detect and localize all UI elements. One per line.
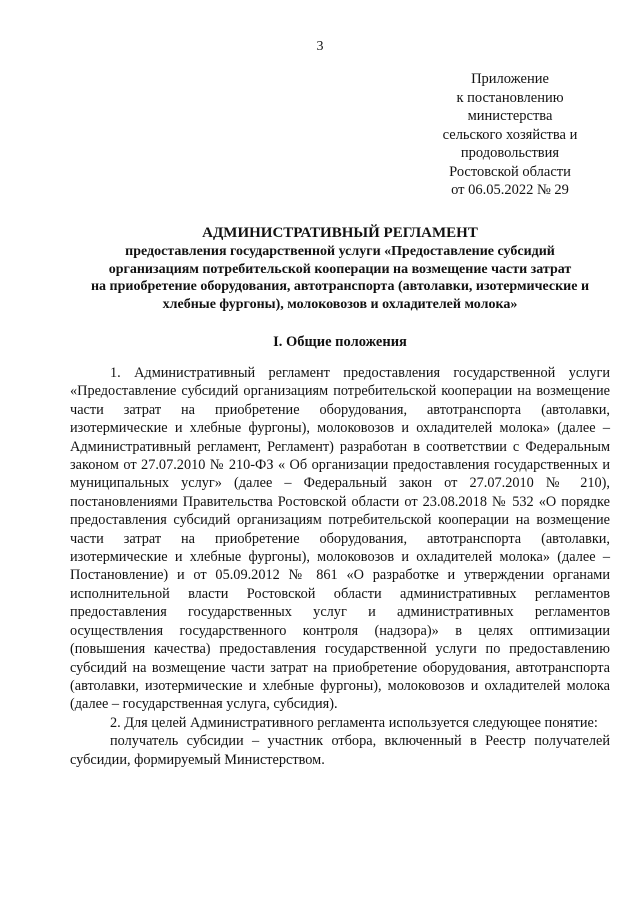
appendix-block — [420, 70, 600, 200]
paragraph: 2. Для целей Административного регламента используется следующее понятие: — [110, 714, 598, 731]
section-heading: I. Общие положения — [273, 334, 407, 350]
document-title: АДМИНИСТРАТИВНЫЙ РЕГЛАМЕНТ — [202, 225, 478, 241]
subtitle-line: организациям потребительской кооперации на возмещение части затрат — [108, 261, 572, 277]
document-subtitle — [60, 243, 620, 313]
appendix-line: Приложение — [471, 71, 549, 87]
subtitle-line: на приобретение оборудования, автотранспорта (автолавки, изотермические и — [90, 279, 590, 294]
subtitle-line: предоставления государственной услуги «Предоставление субсидий — [125, 244, 555, 259]
page-number: 3 — [316, 39, 324, 54]
appendix-line: продовольствия — [460, 145, 560, 161]
appendix-line: к постановлению — [456, 89, 564, 106]
paragraph: 1. Административный регламент предоставления государственной услуги «Предоставление субсидий организациям потребительской кооперации на возмещение части затрат на приобретение оборудования, автотранспорта (автолавки, изотермические и хлебные фургоны), молоковозов и охладителей молока» (далее – Административный регламент, Регламент) разработан в соответствии с Федеральным законом от 27.07.2010 № 210-ФЗ « Об организации предоставления государственных и муниципальных услуг» (далее – Федеральный закон от 27.07.2010 № 210), постановлениями Правительства Ростовской области от 23.08.2018 № 532 «О порядке предоставления субсидий организациям потребительской кооперации на возмещение части затрат на приобретение оборудования, автотранспорта (автолавки, изотермические и хлебные фургоны), молоковозов и охладителей молока» (далее – Постановление) и от 05.09.2012 № 861 «О разработке и утверждении органами исполнительной власти Ростовской области административных регламентов предоставления государственных услуг и административных регламентов осуществления государственного контроля (надзора)» в целях оптимизации (повышения качества) предоставления государственной услуги по предоставлению субсидий на возмещение части затрат на приобретение оборудования, автотранспорта (автолавки, изотермические и хлебные фургоны), молоковозов и охладителей молока (далее – государственная услуга, субсидия). — [70, 365, 610, 713]
appendix-line: министерства — [467, 108, 553, 124]
document-body — [70, 364, 610, 769]
appendix-line: Ростовской области — [449, 163, 571, 180]
appendix-line: от 06.05.2022 № 29 — [451, 182, 569, 198]
subtitle-line: хлебные фургоны), молоковозов и охладителей молока» — [162, 296, 518, 312]
paragraph: получатель субсидии – участник отбора, включенный в Реестр получателей субсидии, формируемый Министерством. — [70, 733, 610, 768]
appendix-line: сельского хозяйства и — [442, 126, 578, 143]
